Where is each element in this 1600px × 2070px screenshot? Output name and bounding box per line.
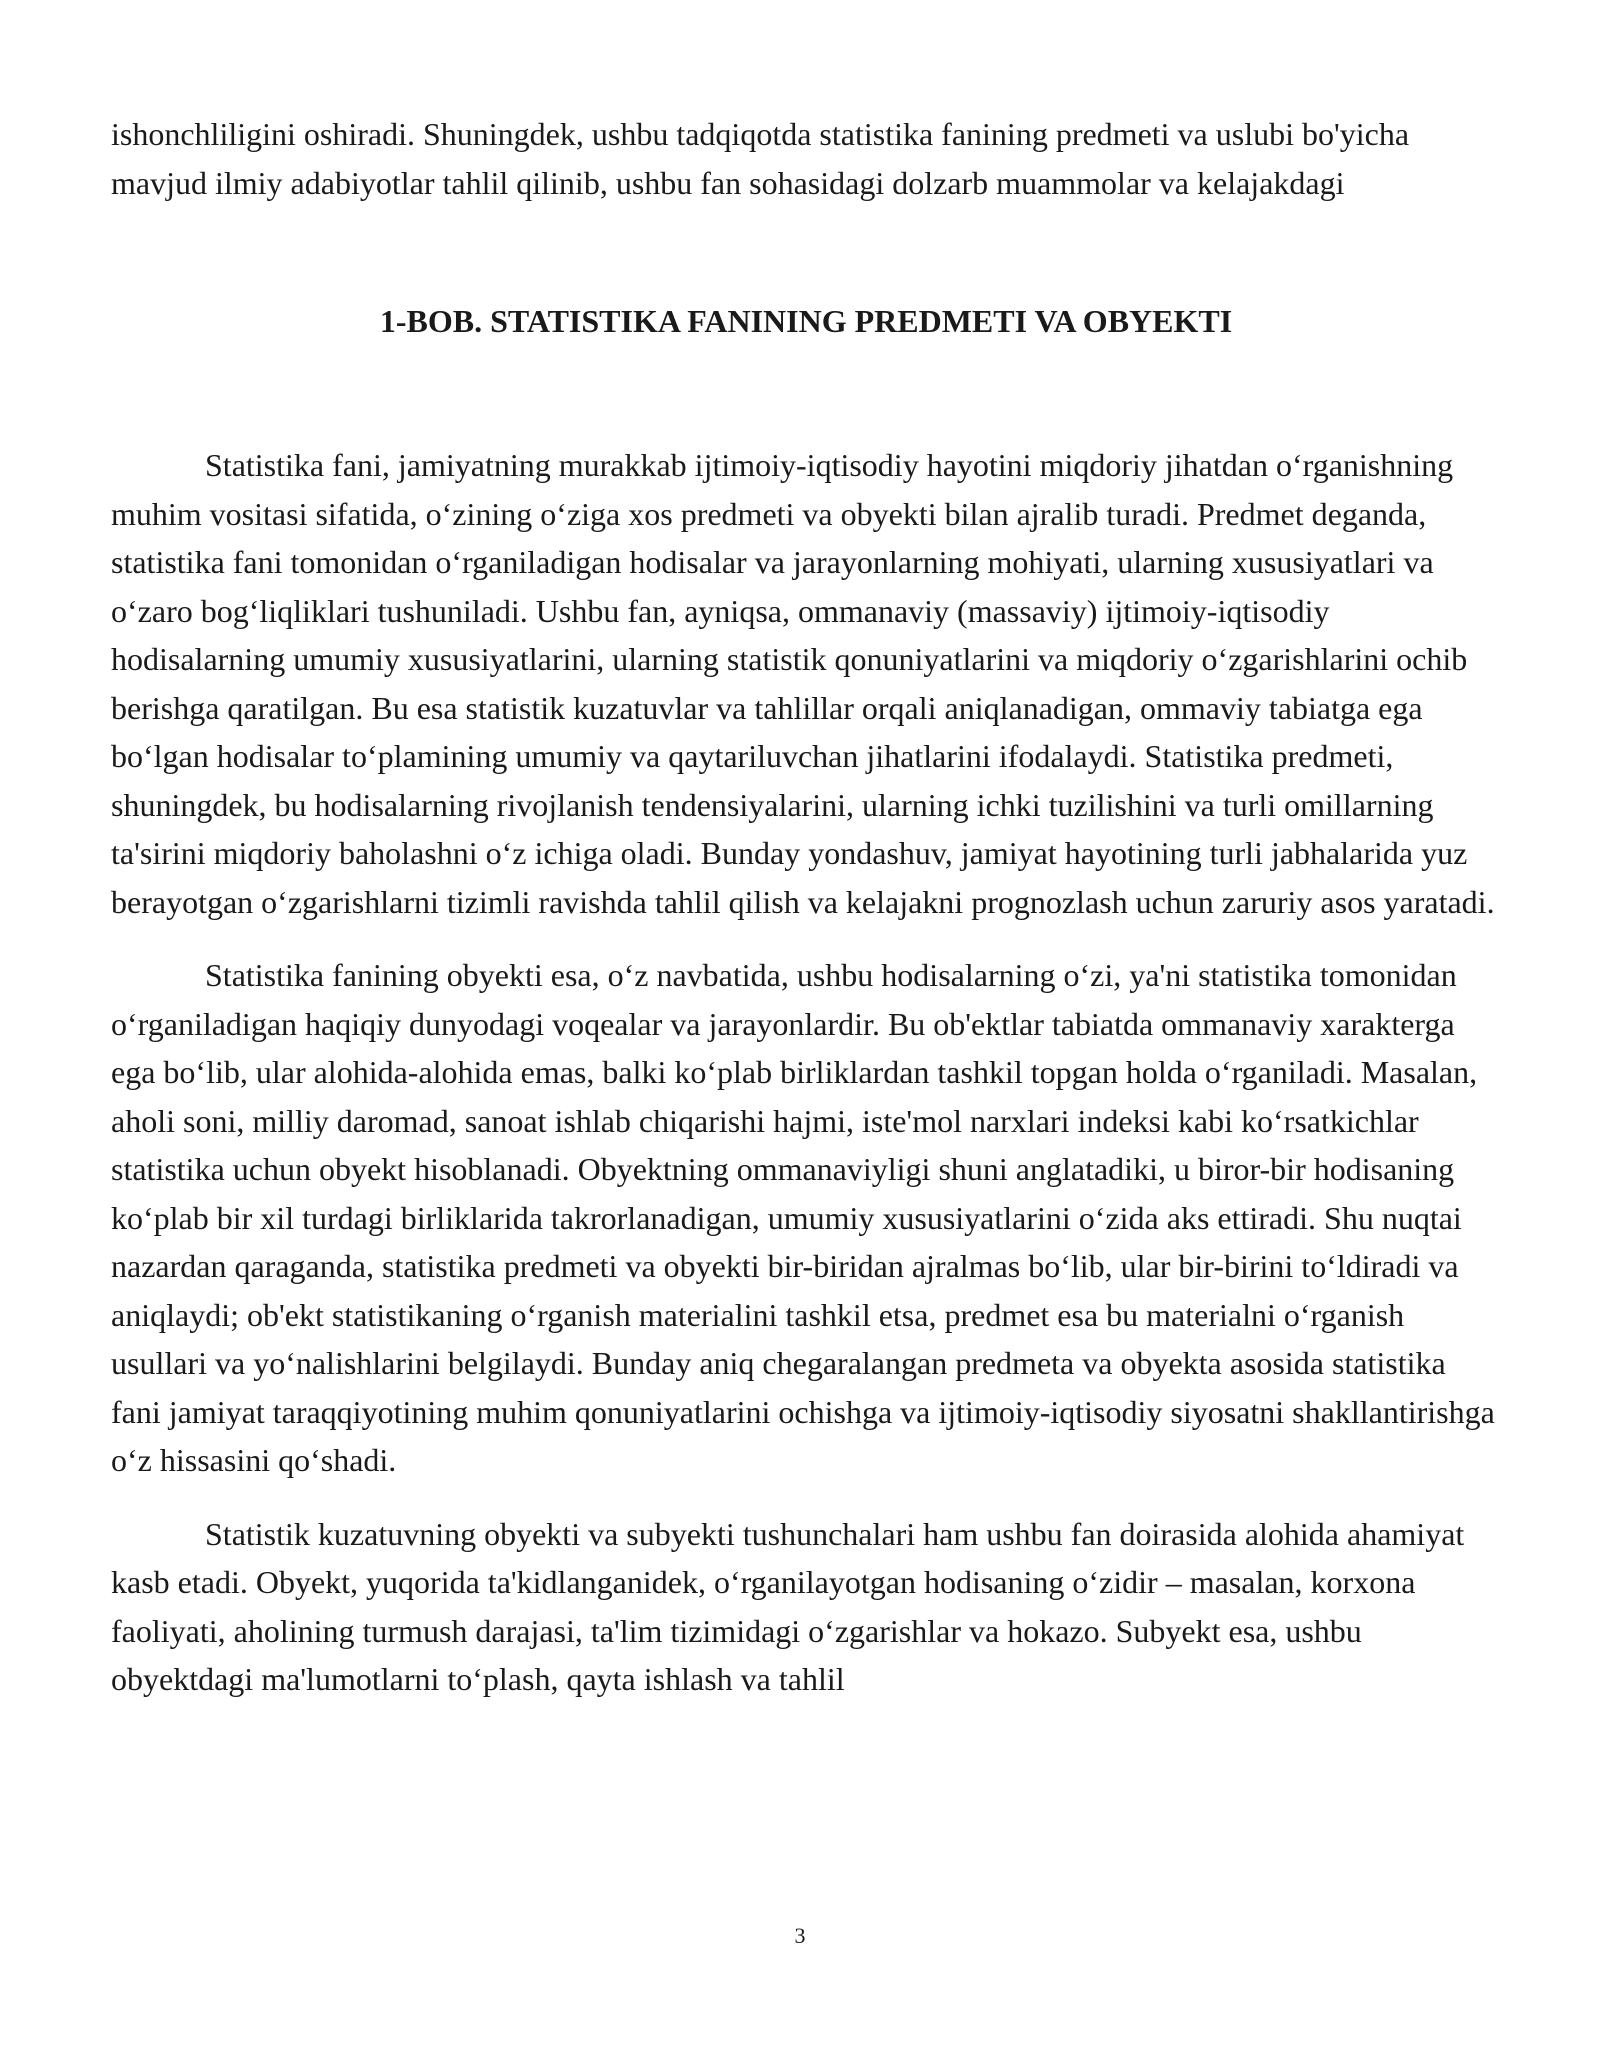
- page-number: 3: [794, 1923, 806, 1948]
- body-paragraph-1: Statistika fani, jamiyatning murakkab ijtimoiy-iqtisodiy hayotini miqdoriy jihatdan o‘rganishning muhim vositasi sifatida, o‘zining o‘ziga xos predmeti va obyekti bilan ajralib turadi. Predmet deganda, statistika fani tomonidan o‘rganiladigan hodisalar va jarayonlarning mohiyati, ularning xususiyatlari va o‘zaro bog‘liqliklari tushuniladi. Ushbu fan, ayniqsa, ommanaviy (massaviy) ijtimoiy-iqtisodiy hodisalarning umumiy xususiyatlarini, ularning statistik qonuniyatlarini va miqdoriy o‘zgarishlarini ochib berishga qaratilgan. Bu esa statistik kuzatuvlar va tahlillar orqali aniqlanadigan, ommaviy tabiatga ega bo‘lgan hodisalar to‘plamining umumiy va qaytariluvchan jihatlarini ifodalaydi. Statistika predmeti, shuningdek, bu hodisalarning rivojlanish tendensiyalarini, ularning ichki tuzilishini va turli omillarning ta'sirini miqdoriy baholashni o‘z ichiga oladi. Bunday yondashuv, jamiyat hayotining turli jabhalarida yuz berayotgan o‘zgarishlarni tizimli ravishda tahlil qilish va kelajakni prognozlash uchun zaruriy asos yaratadi.: [111, 447, 1495, 920]
- chapter-heading: 1-BOB. STATISTIKA FANINING PREDMETI VA OBYEKTI: [379, 303, 1233, 339]
- body-paragraph-2: Statistika fanining obyekti esa, o‘z navbatida, ushbu hodisalarning o‘zi, ya'ni statistika tomonidan o‘rganiladigan haqiqiy dunyodagi voqealar va jarayonlardir. Bu ob'ektlar tabiatda ommanaviy xarakterga ega bo‘lib, ular alohida-alohida emas, balki ko‘plab birliklardan tashkil topgan holda o‘rganiladi. Masalan, aholi soni, milliy daromad, sanoat ishlab chiqarishi hajmi, iste'mol narxlari indeksi kabi ko‘rsatkichlar statistika uchun obyekt hisoblanadi. Obyektning ommanaviyligi shuni anglatadiki, u biror-bir hodisaning ko‘plab bir xil turdagi birliklarida takrorlanadigan, umumiy xususiyatlarini o‘zida aks ettiradi. Shu nuqtai nazardan qaraganda, statistika predmeti va obyekti bir-biridan ajralmas bo‘lib, ular bir-birini to‘ldiradi va aniqlaydi; ob'ekt statistikaning o‘rganish materialini tashkil etsa, predmet esa bu materialni o‘rganish usullari va yo‘nalishlarini belgilaydi. Bunday aniq chegaralangan predmeta va obyekta asosida statistika fani jamiyat taraqqiyotining muhim qonuniyatlarini ochishga va ijtimoiy-iqtisodiy siyosatni shakllantirishga o‘z hissasini qo‘shadi.: [111, 957, 1495, 1478]
- page-content: [111, 110, 1501, 1729]
- body-paragraph-3: Statistik kuzatuvning obyekti va subyekti tushunchalari ham ushbu fan doirasida alohida ahamiyat kasb etadi. Obyekt, yuqorida ta'kidlanganidek, o‘rganilayotgan hodisaning o‘zidir – masalan, korxona faoliyati, aholining turmush darajasi, ta'lim tizimidagi o‘zgarishlar va hokazo. Subyekt esa, ushbu obyektdagi ma'lumotlarni to‘plash, qayta ishlash va tahlil: [111, 1515, 1465, 1697]
- intro-paragraph: ishonchliligini oshiradi. Shuningdek, ushbu tadqiqotda statistika fanining predmeti va uslubi bo'yicha mavjud ilmiy adabiyotlar tahlil qilinib, ushbu fan sohasidagi dolzarb muammolar va kelajakdagi: [111, 116, 1410, 201]
